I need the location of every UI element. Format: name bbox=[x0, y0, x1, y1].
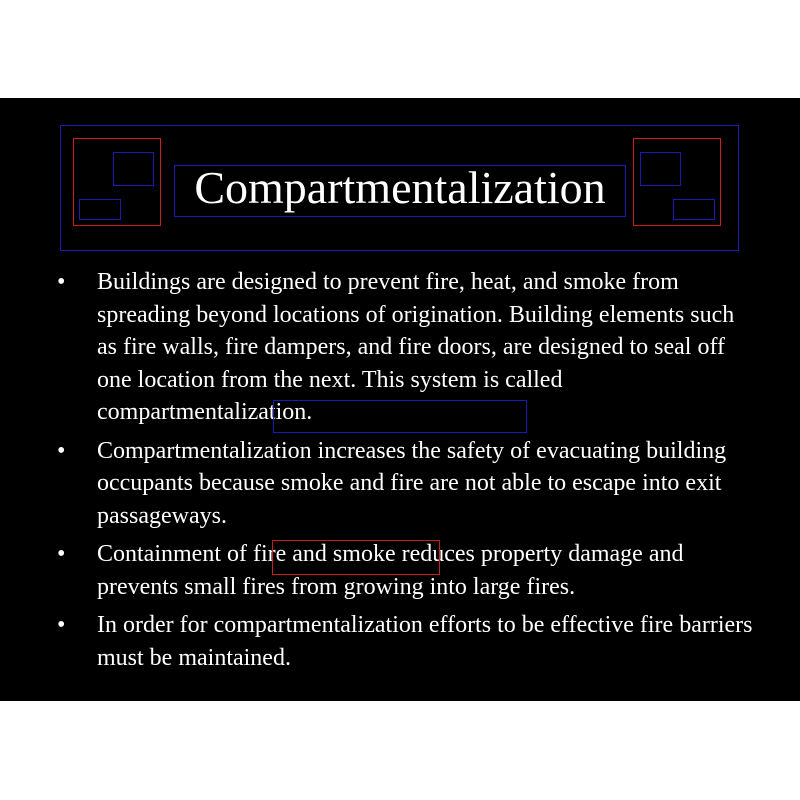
bullet-list bbox=[57, 266, 757, 680]
bullet-marker: • bbox=[57, 437, 66, 464]
bullet-item bbox=[57, 538, 757, 603]
left-decoration bbox=[73, 138, 161, 226]
bullet-text: Buildings are designed to prevent fire, heat, and smoke from spreading beyond locations of origination. Building elements such as fire walls, fire dampers, and fire doors, are designed to seal off one location from the next. This system is called compartmentalization. bbox=[97, 269, 735, 425]
bullet-text: Compartmentalization increases the safety of evacuating building occupants because smoke and fire are not able to escape into exit passageways. bbox=[97, 437, 727, 529]
bullet-marker: • bbox=[57, 541, 66, 567]
bullet-marker: • bbox=[57, 269, 66, 295]
right-decoration-square-top bbox=[640, 152, 681, 186]
bullet-item bbox=[57, 266, 757, 429]
right-decoration bbox=[633, 138, 721, 226]
right-decoration-square-bottom bbox=[673, 199, 715, 220]
bullet-marker: • bbox=[57, 612, 66, 638]
bullet-text: In order for compartmentalization efforts to be effective fire barriers must be maintained. bbox=[97, 612, 753, 671]
slide bbox=[0, 98, 800, 701]
left-decoration-square-top bbox=[113, 152, 154, 186]
left-decoration-square-bottom bbox=[79, 199, 121, 220]
bullet-item bbox=[57, 609, 757, 674]
slide-title: Compartmentalization bbox=[194, 162, 606, 213]
bullet-item bbox=[57, 435, 757, 533]
bullet-text: Containment of fire and smoke reduces property damage and prevents small fires from growing into large fires. bbox=[97, 541, 684, 600]
